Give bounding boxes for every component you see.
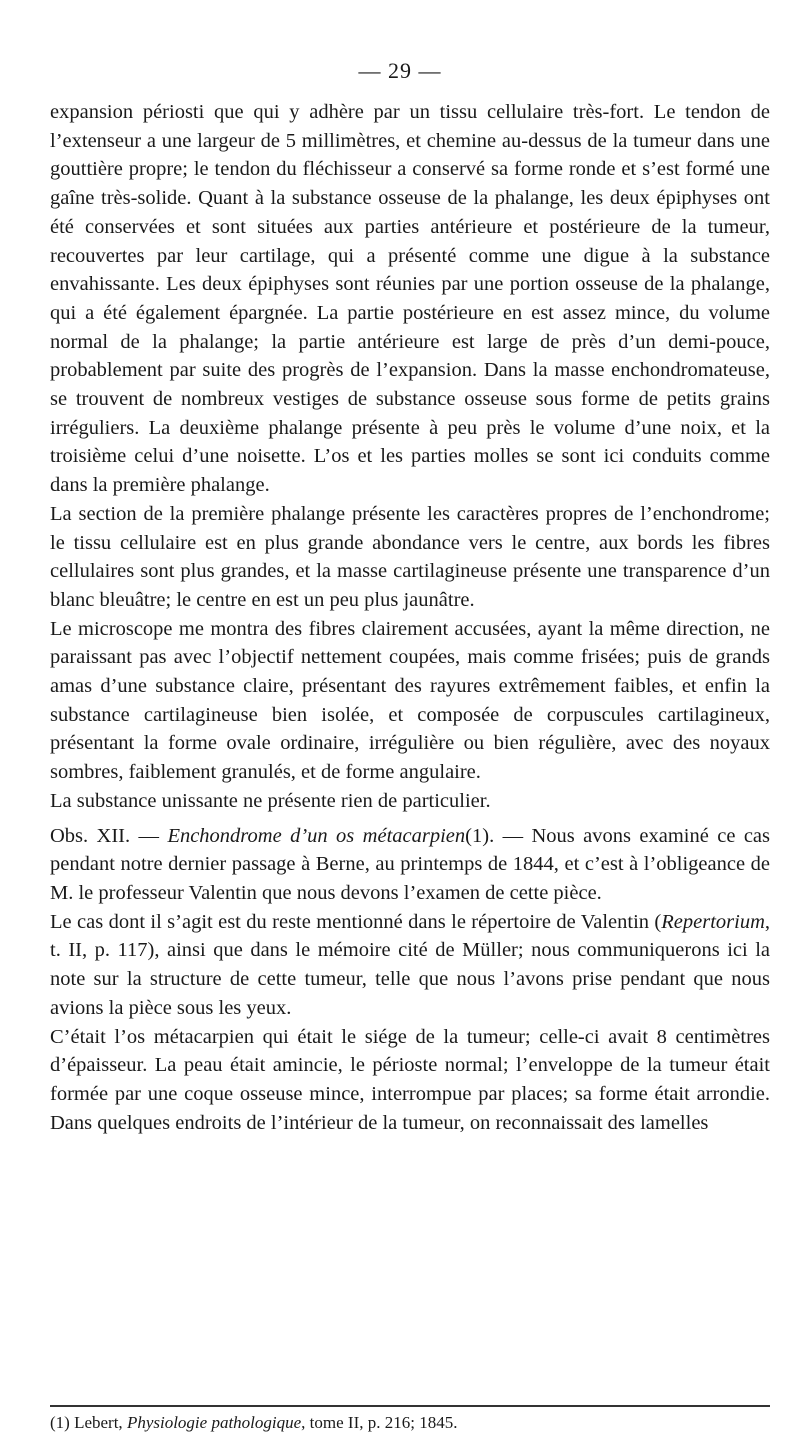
- observation-text: Nous avons examiné ce cas pendant notre dernier passage à Berne, au printemps de 1844, et c’est à l’obligeance de M. le professeur Valentin que nous devons l’examen de cette pièce.: [50, 824, 770, 904]
- paragraph-5-end: , t. II, p. 117), ainsi que dans le mémoire cité de Müller; nous communiquerons ici la note sur la structure de cette tumeur, telle que nous l’avons prise pendant que nous avions la pièce sous les yeux.: [50, 910, 770, 1019]
- observation-dash: —: [130, 824, 168, 847]
- paragraph-2: La section de la première phalange présente les caractères propres de l’enchondrome; le tissu cellulaire est en plus grande abondance vers le centre, aux bords les fibres cellulaires sont plus grandes, et la masse cartilagineuse présente une transparence d’un blanc bleuâtre; le centre en est un peu plus jaunâtre.: [50, 502, 770, 611]
- footnote-reference: (1): [465, 824, 490, 847]
- paragraph-4: La substance unissante ne présente rien de particulier.: [50, 789, 491, 812]
- footnote: [50, 1412, 770, 1434]
- footnote-end: , tome II, p. 216; 1845.: [301, 1413, 458, 1432]
- page-number: — 29 —: [358, 58, 442, 83]
- paragraph-5-start: Le cas dont il s’agit est du reste mentionné dans le répertoire de Valentin (: [50, 910, 662, 933]
- observation-label: Obs. XII.: [50, 824, 131, 847]
- footnote-start: (1) Lebert,: [50, 1413, 127, 1432]
- observation-paragraph: [50, 822, 770, 908]
- paragraph-1: expansion périosti que qui y adhère par un tissu cellulaire très-fort. Le tendon de l’extenseur a une largeur de 5 millimètres, et chemine au-dessus de la tumeur dans une gouttière propre; le tendon du fléchisseur a conservé sa forme ronde et s’est formé une gaîne très-solide. Quant à la substance osseuse de la phalange, les deux épiphyses ont été conservées et sont situées aux parties antérieure et postérieure de la tumeur, recouvertes par leur cartilage, qui a présenté comme une digue à la substance envahissante. Les deux épiphyses sont réunies par une portion osseuse de la phalange, qui a été également épargnée. La partie postérieure en est assez mince, du volume normal de la phalange; la partie antérieure est large de près d’un demi-pouce, probablement par suite des progrès de l’expansion. Dans la masse enchondromateuse, se trouvent de nombreux vestiges de substance osseuse sous forme de petits grains irréguliers. La deuxième phalange présente à peu près le volume d’une noix, et la troisième celui d’une noisette. L’os et les parties molles se sont ici conduits comme dans la première phalange.: [50, 101, 770, 497]
- paragraph-3: Le microscope me montra des fibres clairement accusées, ayant la même direction, ne paraissant pas avec l’objectif nettement coupées, mais comme frisées; puis de grands amas d’une substance claire, présentant des rayures extrêmement faibles, et enfin la substance cartilagineuse bien isolée, et composée de corpuscules cartilagineux, présentant la forme ovale ordinaire, irrégulière ou bien régulière, avec des noyaux sombres, faiblement granulés, et de forme angulaire.: [50, 617, 770, 784]
- footnote-divider: [50, 1405, 770, 1407]
- repertorium-title: Repertorium: [661, 910, 765, 933]
- footnote-book-title: Physiologie pathologique: [126, 1413, 302, 1432]
- body-text: [50, 98, 770, 1137]
- observation-dash-2: . —: [489, 824, 532, 847]
- paragraph-6: C’était l’os métacarpien qui était le siége de la tumeur; celle-ci avait 8 centimètres d’épaisseur. La peau était amincie, le périoste normal; l’enveloppe de la tumeur était formée par une coque osseuse mince, interrompue par places; sa forme était arrondie. Dans quelques endroits de l’intérieur de la tumeur, on reconnaissait des lamelles: [50, 1025, 770, 1134]
- observation-title: Enchondrome d’un os métacarpien: [167, 824, 466, 847]
- paragraph-5: [50, 908, 770, 1023]
